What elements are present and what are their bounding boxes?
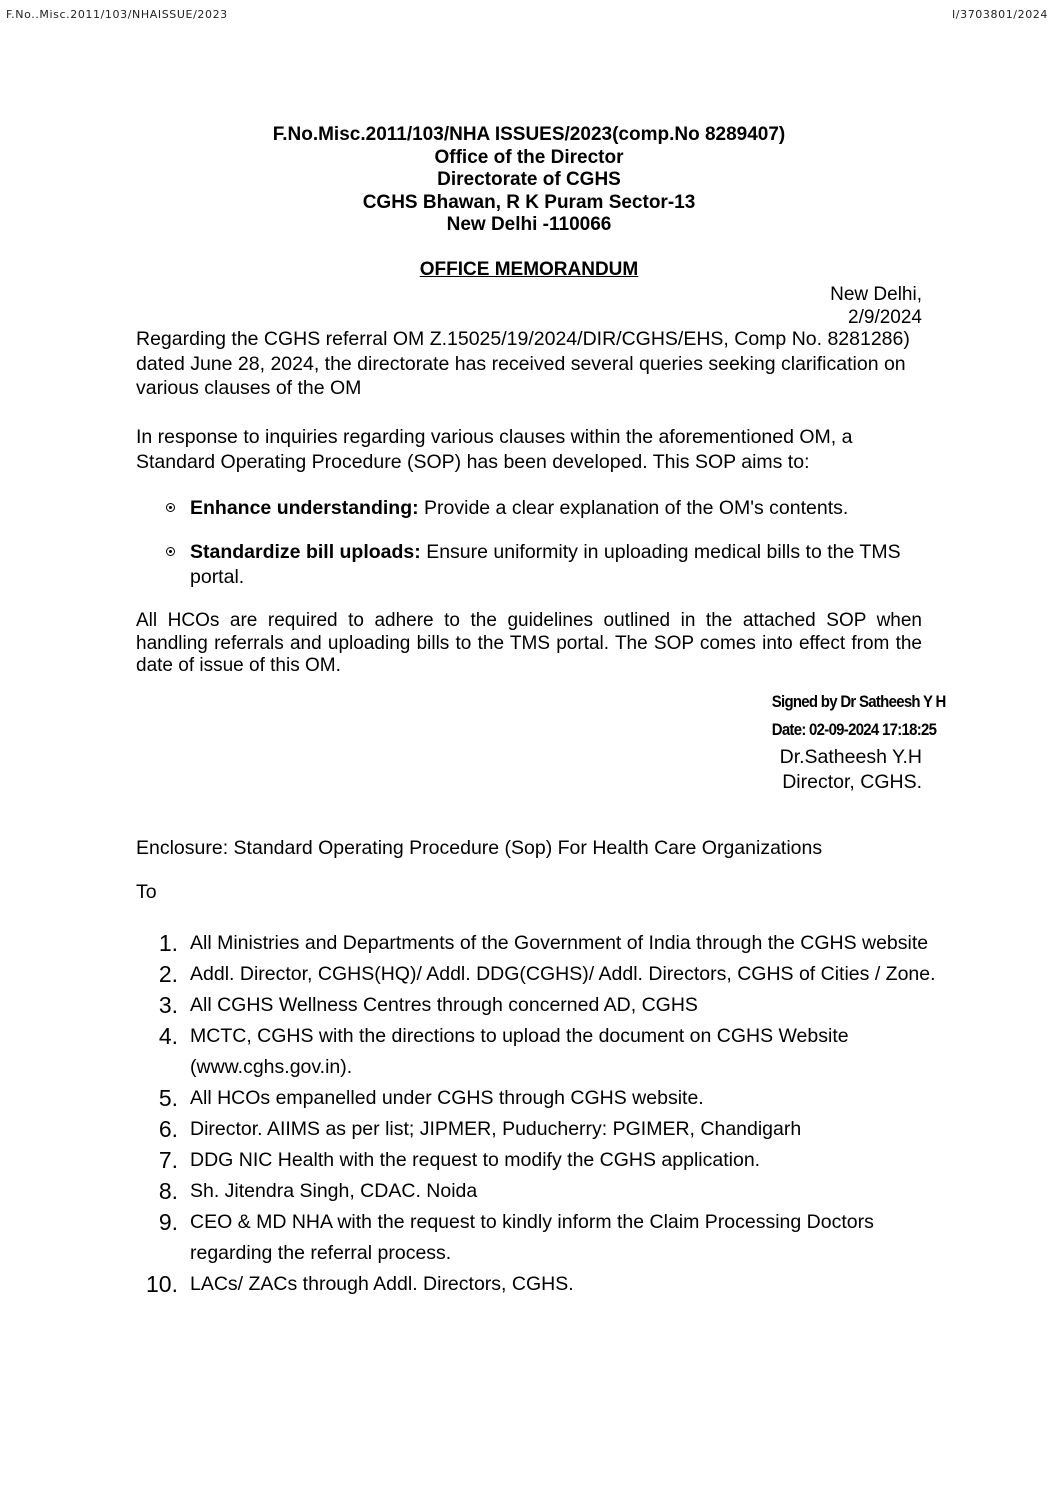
item-text: All Ministries and Departments of the Government of India through the CGHS website: [190, 932, 929, 954]
list-item: [140, 990, 940, 1021]
bullet-label: Standardize bill uploads:: [190, 541, 421, 563]
paragraph-intro: Regarding the CGHS referral OM Z.15025/19/2024/DIR/CGHS/EHS, Comp No. 8281286) dated June 28, 2024, the directorate has received several queries seeking clarification on various clauses of the OM: [136, 328, 910, 399]
list-item: [140, 959, 940, 990]
to-label: To: [136, 881, 157, 903]
place: New Delhi,: [830, 284, 922, 305]
list-item: [140, 1114, 940, 1145]
item-number: 2.: [158, 961, 178, 987]
item-number: 7.: [158, 1147, 178, 1173]
bullet-text: Ensure uniformity in uploading medical bills to the TMS portal.: [190, 541, 901, 588]
recipient-list: [140, 928, 940, 1300]
item-number: 3.: [158, 992, 178, 1018]
list-item: [166, 496, 926, 521]
digital-signature-stamp: [772, 688, 946, 744]
enclosure-line: Enclosure: Standard Operating Procedure (Sop) For Health Care Organizations: [136, 837, 823, 859]
list-item: [140, 1176, 940, 1207]
signed-date: Date: 02-09-2024 17:18:25: [772, 720, 937, 739]
item-text: DDG NIC Health with the request to modify the CGHS application.: [190, 1149, 761, 1171]
bullet-text: Provide a clear explanation of the OM's contents.: [418, 497, 849, 519]
item-number: 1.: [158, 930, 178, 956]
file-reference-header: F.No..Misc.2011/103/NHAISSUE/2023: [6, 8, 228, 21]
file-number: F.No.Misc.2011/103/NHA ISSUES/2023(comp.No 8289407): [272, 124, 786, 145]
item-text: Addl. Director, CGHS(HQ)/ Addl. DDG(CGHS)/ Addl. Directors, CGHS of Cities / Zone.: [190, 963, 936, 985]
list-item: [140, 1021, 940, 1083]
place-date: [830, 283, 922, 329]
bullet-icon: [166, 547, 175, 556]
list-item: [140, 1207, 940, 1269]
list-item: [140, 1269, 940, 1300]
list-item: [140, 1083, 940, 1114]
paragraph-sop: In response to inquiries regarding various clauses within the aforementioned OM, a Standard Operating Procedure (SOP) has been developed. This SOP aims to:: [136, 426, 853, 473]
item-number: 6.: [158, 1116, 178, 1142]
item-number: 5.: [158, 1085, 178, 1111]
item-text: MCTC, CGHS with the directions to upload the document on CGHS Website (www.cghs.gov.in).: [190, 1025, 849, 1078]
directorate-name: Directorate of CGHS: [437, 169, 621, 190]
item-text: Sh. Jitendra Singh, CDAC. Noida: [190, 1180, 478, 1202]
list-item: [140, 928, 940, 959]
item-number: 10.: [146, 1271, 178, 1297]
item-text: LACs/ ZACs through Addl. Directors, CGHS.: [190, 1273, 574, 1295]
item-text: All CGHS Wellness Centres through concerned AD, CGHS: [190, 994, 698, 1016]
office-city: New Delhi -110066: [446, 214, 612, 235]
bullet-label: Enhance understanding:: [190, 497, 419, 519]
signed-by: Signed by Dr Satheesh Y H: [772, 692, 946, 711]
signatory-name: Dr.Satheesh Y.H: [779, 746, 922, 768]
office-name: Office of the Director: [434, 146, 624, 168]
list-item: [140, 1145, 940, 1176]
item-text: CEO & MD NHA with the request to kindly inform the Claim Processing Doctors regarding the referral process.: [190, 1211, 874, 1264]
bullet-icon: [166, 503, 175, 512]
item-text: Director. AIIMS as per list; JIPMER, Puducherry: PGIMER, Chandigarh: [190, 1118, 802, 1140]
document-id-header: I/3703801/2024: [951, 8, 1048, 21]
office-address: CGHS Bhawan, R K Puram Sector-13: [362, 191, 696, 213]
signatory: [780, 745, 922, 795]
item-number: 4.: [158, 1023, 178, 1049]
list-item: [166, 540, 926, 590]
memo-date: 2/9/2024: [848, 307, 922, 328]
item-number: 9.: [158, 1209, 178, 1235]
paragraph-compliance: All HCOs are required to adhere to the guidelines outlined in the attached SOP when handling referrals and uploading bills to the TMS portal. The SOP comes into effect from the date of issue of this OM.: [136, 610, 922, 676]
letterhead: [0, 124, 1058, 237]
signatory-designation: Director, CGHS.: [782, 771, 922, 793]
item-text: All HCOs empanelled under CGHS through CGHS website.: [190, 1087, 704, 1109]
sop-aims-list: [166, 496, 926, 609]
memo-title: OFFICE MEMORANDUM: [419, 259, 639, 280]
item-number: 8.: [158, 1178, 178, 1204]
